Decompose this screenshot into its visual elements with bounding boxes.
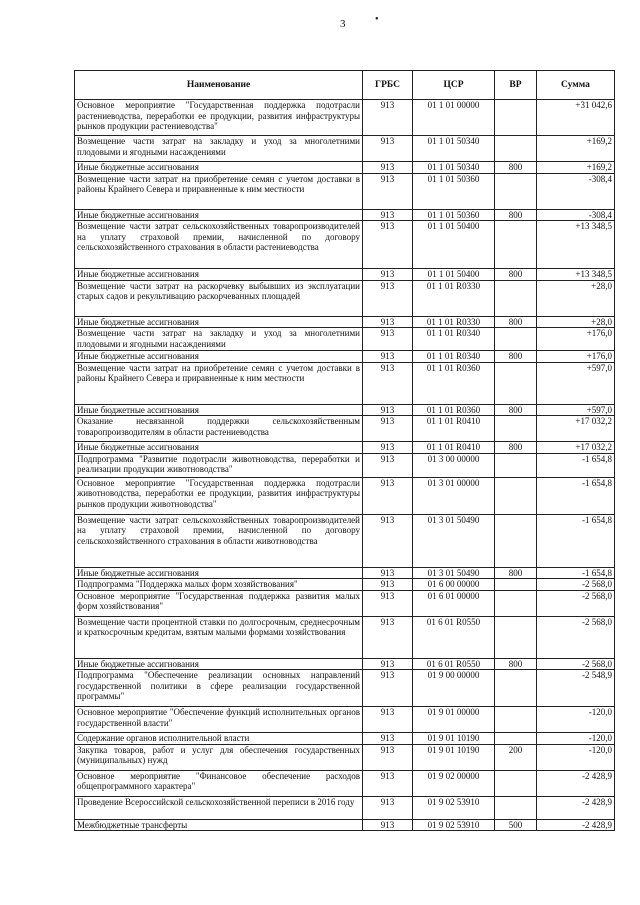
table-row — [75, 416, 615, 442]
row-name: Подпрограмма "Развитие подотрасли животноводства, переработки и реализации продукции животноводства" — [75, 453, 363, 477]
row-csr: 01 1 01 50360 — [413, 173, 495, 209]
row-sum: -2 548,9 — [537, 670, 615, 707]
row-vr — [495, 514, 537, 567]
row-grbs: 913 — [363, 567, 413, 579]
row-sum: +13 348,5 — [537, 221, 615, 269]
row-vr — [495, 280, 537, 316]
row-vr: 800 — [495, 162, 537, 174]
row-sum: -2 568,0 — [537, 616, 615, 658]
row-sum: +17 032,2 — [537, 416, 615, 442]
row-sum: +17 032,2 — [537, 442, 615, 454]
row-vr — [495, 362, 537, 404]
row-vr: 800 — [495, 442, 537, 454]
row-csr: 01 9 01 10190 — [413, 733, 495, 745]
row-csr: 01 9 00 00000 — [413, 670, 495, 707]
row-vr — [495, 221, 537, 269]
row-name: Возмещение части затрат на раскорчевку выбывших из эксплуатации старых садов и рекультивацию раскорчеванных площадей — [75, 280, 363, 316]
row-vr — [495, 328, 537, 351]
row-vr: 200 — [495, 744, 537, 770]
row-grbs: 913 — [363, 280, 413, 316]
row-name: Иные бюджетные ассигнования — [75, 162, 363, 174]
row-name: Возмещение части процентной ставки по долгосрочным, среднесрочным и краткосрочным кредитам, взятым малыми формами хозяйствования — [75, 616, 363, 658]
row-grbs: 913 — [363, 316, 413, 328]
table-row — [75, 477, 615, 514]
page-number: 3 — [340, 18, 346, 30]
page-mark: • — [375, 14, 379, 25]
row-vr — [495, 173, 537, 209]
table-row — [75, 442, 615, 454]
row-vr — [495, 100, 537, 136]
table-row — [75, 328, 615, 351]
row-csr: 01 1 01 50400 — [413, 269, 495, 281]
row-grbs: 913 — [363, 269, 413, 281]
row-vr: 800 — [495, 351, 537, 363]
row-grbs: 913 — [363, 819, 413, 831]
row-csr: 01 9 02 00000 — [413, 770, 495, 796]
row-name: Иные бюджетные ассигнования — [75, 316, 363, 328]
table-row — [75, 733, 615, 745]
row-name: Возмещение части затрат на закладку и уход за многолетними плодовыми и ягодными насаждениями — [75, 136, 363, 162]
row-csr: 01 1 01 50340 — [413, 162, 495, 174]
row-vr: 800 — [495, 316, 537, 328]
row-grbs: 913 — [363, 670, 413, 707]
row-grbs: 913 — [363, 416, 413, 442]
table-row — [75, 819, 615, 831]
table-row — [75, 209, 615, 221]
row-name: Межбюджетные трансферты — [75, 819, 363, 831]
row-vr — [495, 453, 537, 477]
row-sum: +597,0 — [537, 404, 615, 416]
row-sum: -1 654,8 — [537, 477, 615, 514]
row-grbs: 913 — [363, 362, 413, 404]
row-grbs: 913 — [363, 453, 413, 477]
row-name: Основное мероприятие "Государственная поддержка развития малых форм хозяйствования" — [75, 590, 363, 616]
row-csr: 01 3 01 50490 — [413, 514, 495, 567]
row-vr — [495, 616, 537, 658]
table-row — [75, 136, 615, 162]
budget-table — [74, 70, 615, 831]
row-grbs: 913 — [363, 404, 413, 416]
table-row — [75, 351, 615, 363]
row-name: Основное мероприятие "Государственная поддержка подотрасли животноводства, переработки ее продукции, развития инфраструктуры рынков продукции животноводства" — [75, 477, 363, 514]
row-vr: 800 — [495, 404, 537, 416]
row-name: Подпрограмма "Поддержка малых форм хозяйствования" — [75, 579, 363, 591]
row-name: Иные бюджетные ассигнования — [75, 442, 363, 454]
table-row — [75, 453, 615, 477]
table-row — [75, 514, 615, 567]
table-row — [75, 362, 615, 404]
row-csr: 01 6 01 R0550 — [413, 616, 495, 658]
row-vr — [495, 770, 537, 796]
row-sum: +28,0 — [537, 316, 615, 328]
header-name: Наименование — [75, 71, 363, 100]
row-grbs: 913 — [363, 477, 413, 514]
row-csr: 01 3 01 00000 — [413, 477, 495, 514]
table-row — [75, 162, 615, 174]
table-header-row — [75, 71, 615, 100]
row-grbs: 913 — [363, 579, 413, 591]
row-name: Подпрограмма "Обеспечение реализации основных направлений государственной политики в сфере реализации государственной программы" — [75, 670, 363, 707]
row-vr — [495, 590, 537, 616]
row-csr: 01 1 01 00000 — [413, 100, 495, 136]
row-csr: 01 1 01 R0340 — [413, 328, 495, 351]
row-sum: -308,4 — [537, 173, 615, 209]
row-vr: 500 — [495, 819, 537, 831]
row-sum: -1 654,8 — [537, 514, 615, 567]
row-sum: -120,0 — [537, 744, 615, 770]
table-row — [75, 100, 615, 136]
row-csr: 01 9 01 00000 — [413, 707, 495, 733]
row-vr — [495, 733, 537, 745]
row-vr: 800 — [495, 269, 537, 281]
row-name: Возмещение части затрат на приобретение семян с учетом доставки в районы Крайнего Севера и приравненные к ним местности — [75, 362, 363, 404]
row-sum: +28,0 — [537, 280, 615, 316]
header-grbs: ГРБС — [363, 71, 413, 100]
row-name: Оказание несвязанной поддержки сельскохозяйственным товаропроизводителям в области растениеводства — [75, 416, 363, 442]
row-grbs: 913 — [363, 162, 413, 174]
header-vr: ВР — [495, 71, 537, 100]
row-sum: -2 568,0 — [537, 590, 615, 616]
row-vr — [495, 707, 537, 733]
row-sum: +176,0 — [537, 351, 615, 363]
row-csr: 01 1 01 R0410 — [413, 416, 495, 442]
row-name: Иные бюджетные ассигнования — [75, 269, 363, 281]
row-csr: 01 6 00 00000 — [413, 579, 495, 591]
row-name: Возмещение части затрат сельскохозяйственных товаропроизводителей на уплату страховой премии, начисленной по договору сельскохозяйственного страхования в области растениеводства — [75, 221, 363, 269]
row-grbs: 913 — [363, 221, 413, 269]
row-vr: 800 — [495, 567, 537, 579]
row-grbs: 913 — [363, 328, 413, 351]
row-sum: -2 568,0 — [537, 658, 615, 670]
row-name: Иные бюджетные ассигнования — [75, 567, 363, 579]
row-grbs: 913 — [363, 100, 413, 136]
row-csr: 01 1 01 R0360 — [413, 362, 495, 404]
row-grbs: 913 — [363, 136, 413, 162]
row-sum: +176,0 — [537, 328, 615, 351]
row-sum: -1 654,8 — [537, 453, 615, 477]
row-name: Возмещение части затрат сельскохозяйственных товаропроизводителей на уплату страховой премии, начисленной по договору сельскохозяйственного страхования в области животноводства — [75, 514, 363, 567]
row-name: Проведение Всероссийской сельскохозяйственной переписи в 2016 году — [75, 796, 363, 819]
row-name: Содержание органов исполнительной власти — [75, 733, 363, 745]
table-row — [75, 316, 615, 328]
row-csr: 01 1 01 R0330 — [413, 280, 495, 316]
row-grbs: 913 — [363, 173, 413, 209]
row-name: Основное мероприятие "Финансовое обеспечение расходов общепрограммного характера" — [75, 770, 363, 796]
row-sum: +169,2 — [537, 162, 615, 174]
row-csr: 01 6 01 R0550 — [413, 658, 495, 670]
row-grbs: 913 — [363, 514, 413, 567]
row-name: Иные бюджетные ассигнования — [75, 351, 363, 363]
row-csr: 01 1 01 R0360 — [413, 404, 495, 416]
row-vr — [495, 136, 537, 162]
row-sum: +31 042,6 — [537, 100, 615, 136]
row-name: Возмещение части затрат на приобретение семян с учетом доставки в районы Крайнего Севера и приравненные к ним местности — [75, 173, 363, 209]
row-grbs: 913 — [363, 658, 413, 670]
table-row — [75, 280, 615, 316]
row-csr: 01 1 01 50360 — [413, 209, 495, 221]
row-sum: -120,0 — [537, 733, 615, 745]
row-sum: +169,2 — [537, 136, 615, 162]
table-row — [75, 707, 615, 733]
row-csr: 01 3 00 00000 — [413, 453, 495, 477]
row-grbs: 913 — [363, 707, 413, 733]
row-csr: 01 9 02 53910 — [413, 796, 495, 819]
row-csr: 01 1 01 R0340 — [413, 351, 495, 363]
table-row — [75, 567, 615, 579]
row-sum: -2 428,9 — [537, 770, 615, 796]
table-row — [75, 616, 615, 658]
row-grbs: 913 — [363, 351, 413, 363]
table-row — [75, 269, 615, 281]
row-name: Возмещение части затрат на закладку и уход за многолетними плодовыми и ягодными насаждениями — [75, 328, 363, 351]
row-csr: 01 1 01 R0330 — [413, 316, 495, 328]
row-sum: -2 568,0 — [537, 579, 615, 591]
table-row — [75, 173, 615, 209]
row-grbs: 913 — [363, 770, 413, 796]
row-vr — [495, 579, 537, 591]
row-csr: 01 9 01 10190 — [413, 744, 495, 770]
table-row — [75, 770, 615, 796]
row-name: Иные бюджетные ассигнования — [75, 209, 363, 221]
table-row — [75, 744, 615, 770]
row-name: Основное мероприятие "Государственная поддержка подотрасли растениеводства, переработки ее продукции, развития инфраструктуры рынков продукции растениеводства" — [75, 100, 363, 136]
row-grbs: 913 — [363, 590, 413, 616]
row-sum: -2 428,9 — [537, 796, 615, 819]
row-name: Закупка товаров, работ и услуг для обеспечения государственных (муниципальных) нужд — [75, 744, 363, 770]
row-sum: -2 428,9 — [537, 819, 615, 831]
row-grbs: 913 — [363, 796, 413, 819]
row-name: Основное мероприятие "Обеспечение функций исполнительных органов государственной власти" — [75, 707, 363, 733]
header-sum: Сумма — [537, 71, 615, 100]
row-vr: 800 — [495, 658, 537, 670]
row-vr — [495, 416, 537, 442]
row-vr — [495, 477, 537, 514]
row-csr: 01 1 01 R0410 — [413, 442, 495, 454]
row-csr: 01 1 01 50400 — [413, 221, 495, 269]
table-row — [75, 404, 615, 416]
table-row — [75, 658, 615, 670]
table-row — [75, 590, 615, 616]
row-sum: +597,0 — [537, 362, 615, 404]
row-grbs: 913 — [363, 733, 413, 745]
row-grbs: 913 — [363, 744, 413, 770]
header-csr: ЦСР — [413, 71, 495, 100]
row-sum: -120,0 — [537, 707, 615, 733]
row-csr: 01 9 02 53910 — [413, 819, 495, 831]
row-grbs: 913 — [363, 209, 413, 221]
row-sum: +13 348,5 — [537, 269, 615, 281]
row-grbs: 913 — [363, 616, 413, 658]
row-csr: 01 6 01 00000 — [413, 590, 495, 616]
table-row — [75, 670, 615, 707]
table-row — [75, 796, 615, 819]
row-vr — [495, 796, 537, 819]
row-name: Иные бюджетные ассигнования — [75, 404, 363, 416]
row-sum: -1 654,8 — [537, 567, 615, 579]
row-vr — [495, 670, 537, 707]
table-row — [75, 221, 615, 269]
row-sum: -308,4 — [537, 209, 615, 221]
row-grbs: 913 — [363, 442, 413, 454]
row-csr: 01 1 01 50340 — [413, 136, 495, 162]
table-row — [75, 579, 615, 591]
row-csr: 01 3 01 50490 — [413, 567, 495, 579]
row-name: Иные бюджетные ассигнования — [75, 658, 363, 670]
row-vr: 800 — [495, 209, 537, 221]
